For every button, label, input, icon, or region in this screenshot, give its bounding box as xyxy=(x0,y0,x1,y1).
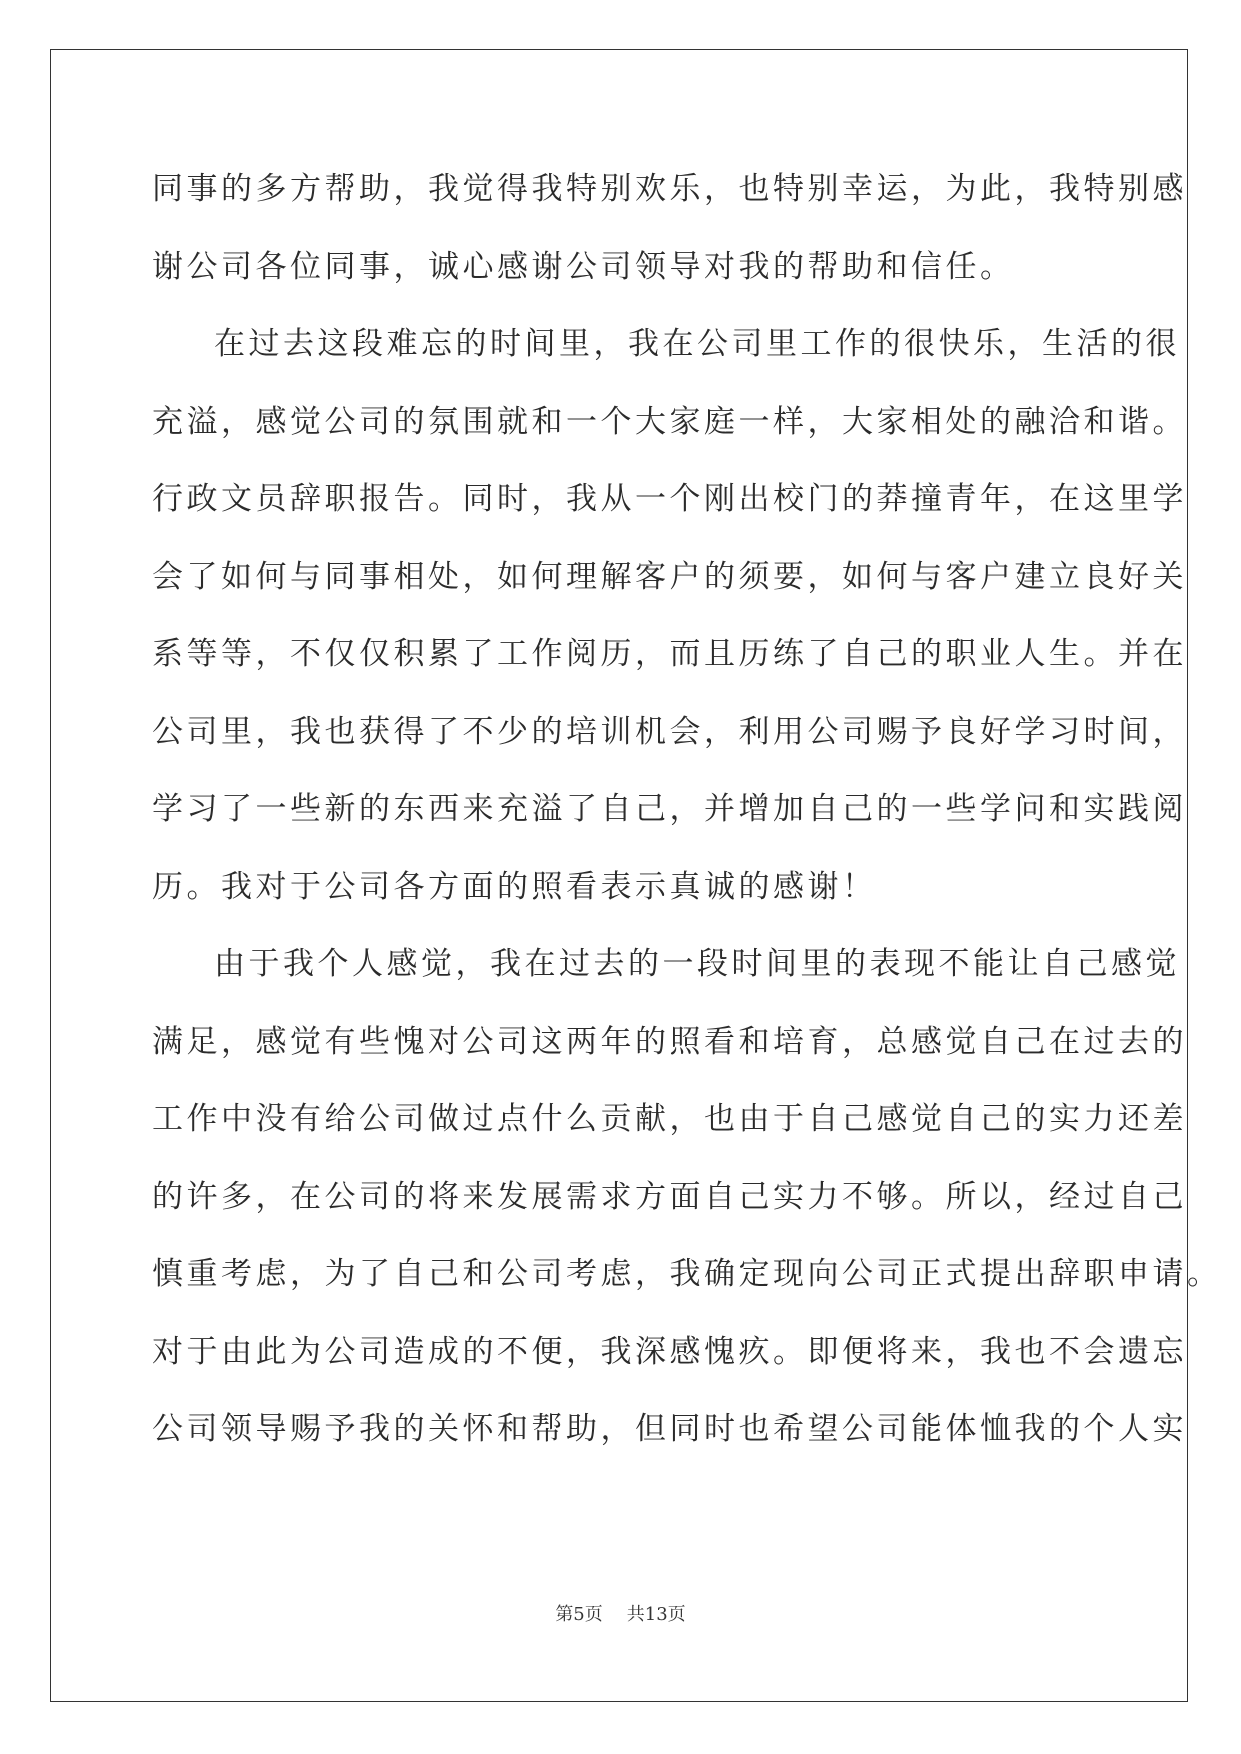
text-line: 对于由此为公司造成的不便，我深感愧疚。即便将来，我也不会遗忘 xyxy=(152,1333,1187,1370)
document-body xyxy=(152,160,1222,1478)
text-line: 慎重考虑，为了自己和公司考虑，我确定现向公司正式提出辞职申请。 xyxy=(152,1256,1222,1292)
text-line: 历。我对于公司各方面的照看表示真诚的感谢！ xyxy=(152,868,877,905)
text-line: 由于我个人感觉，我在过去的一段时间里的表现不能让自己感觉 xyxy=(214,946,1180,982)
text-line: 的许多，在公司的将来发展需求方面自己实力不够。所以，经过自己 xyxy=(152,1178,1187,1215)
text-line: 公司里，我也获得了不少的培训机会，利用公司赐予良好学习时间， xyxy=(152,713,1187,750)
text-line: 在过去这段难忘的时间里，我在公司里工作的很快乐，生活的很 xyxy=(214,326,1180,362)
text-line: 工作中没有给公司做过点什么贡献，也由于自己感觉自己的实力还差 xyxy=(152,1101,1187,1137)
total-pages-label: 共13页 xyxy=(626,1604,686,1625)
text-line: 会了如何与同事相处，如何理解客户的须要，如何与客户建立良好关 xyxy=(152,558,1187,595)
text-line: 谢公司各位同事，诚心感谢公司领导对我的帮助和信任。 xyxy=(152,248,1015,285)
text-line: 充溢，感觉公司的氛围就和一个大家庭一样，大家相处的融洽和谐。 xyxy=(152,403,1187,440)
text-line: 行政文员辞职报告。同时，我从一个刚出校门的莽撞青年，在这里学 xyxy=(152,481,1187,517)
page-footer xyxy=(0,1600,1241,1626)
current-page-label: 第5页 xyxy=(555,1604,603,1625)
text-line: 学习了一些新的东西来充溢了自己，并增加自己的一些学问和实践阅 xyxy=(152,791,1187,827)
text-line: 公司领导赐予我的关怀和帮助，但同时也希望公司能体恤我的个人实 xyxy=(152,1411,1187,1447)
text-line: 满足，感觉有些愧对公司这两年的照看和培育，总感觉自己在过去的 xyxy=(152,1023,1187,1060)
text-line: 同事的多方帮助，我觉得我特别欢乐，也特别幸运，为此，我特别感 xyxy=(152,171,1187,207)
text-line: 系等等，不仅仅积累了工作阅历，而且历练了自己的职业人生。并在 xyxy=(152,636,1187,672)
